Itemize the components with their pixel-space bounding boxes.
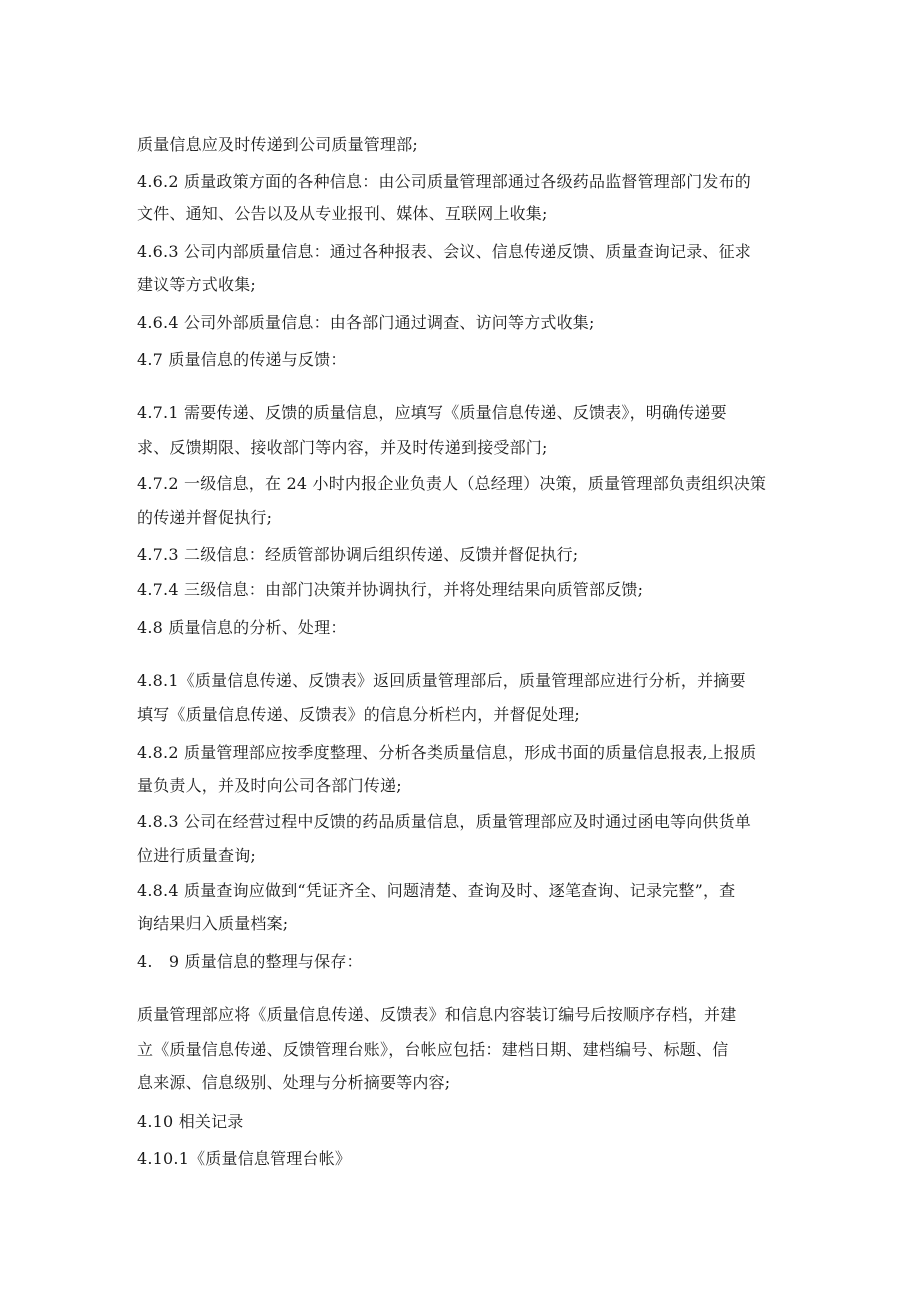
text-line: 4.7.1 需要传递、反馈的质量信息，应填写《质量信息传递、反馈表》，明确传递要 <box>137 403 727 422</box>
text-line: 4.8.3 公司在经营过程中反馈的药品质量信息，质量管理部应及时通过函电等向供货单 <box>137 812 751 831</box>
text-line: 位进行质量查询; <box>137 846 256 865</box>
text-line: 4.7.4 三级信息：由部门决策并协调执行，并将处理结果向质管部反馈; <box>137 580 644 599</box>
text-line: 量负责人，并及时向公司各部门传递; <box>137 776 402 795</box>
text-line: 求、反馈期限、接收部门等内容，并及时传递到接受部门; <box>137 438 548 457</box>
text-line: 4.8.2 质量管理部应按季度整理、分析各类质量信息，形成书面的质量信息报表,上报质 <box>137 743 757 762</box>
text-line: 息来源、信息级别、处理与分析摘要等内容; <box>137 1073 451 1092</box>
section-heading: 4.10 相关记录 <box>137 1112 244 1131</box>
text-line: 4.7.2 一级信息，在 24 小时内报企业负责人（总经理）决策，质量管理部负责组织决策 <box>137 474 767 493</box>
text-line: 填写《质量信息传递、反馈表》的信息分析栏内，并督促处理; <box>137 705 580 724</box>
text-line: 的传递并督促执行; <box>137 508 273 527</box>
section-heading: 4. 9 质量信息的整理与保存： <box>137 952 363 971</box>
text-line: 质量管理部应将《质量信息传递、反馈表》和信息内容装订编号后按顺序存档，并建 <box>137 1005 737 1024</box>
section-heading: 4.8 质量信息的分析、处理： <box>137 618 347 637</box>
text-line: 建议等方式收集; <box>137 275 256 294</box>
text-line: 4.6.2 质量政策方面的各种信息：由公司质量管理部通过各级药品监督管理部门发布的 <box>137 172 751 191</box>
text-line: 询结果归入质量档案; <box>137 914 289 933</box>
text-line: 4.6.4 公司外部质量信息：由各部门通过调查、访问等方式收集; <box>137 313 595 332</box>
text-line: 文件、通知、公告以及从专业报刊、媒体、互联网上收集; <box>137 204 548 223</box>
text-line: 4.8.1《质量信息传递、反馈表》返回质量管理部后，质量管理部应进行分析，并摘要 <box>137 671 746 690</box>
section-heading: 4.7 质量信息的传递与反馈： <box>137 350 347 369</box>
text-line: 立《质量信息传递、反馈管理台账》，台帐应包括：建档日期、建档编号、标题、信 <box>137 1040 729 1059</box>
text-line: 4.6.3 公司内部质量信息：通过各种报表、会议、信息传递反馈、质量查询记录、征求 <box>137 242 751 261</box>
text-line: 质量信息应及时传递到公司质量管理部; <box>137 135 418 154</box>
text-line: 4.7.3 二级信息：经质管部协调后组织传递、反馈并督促执行; <box>137 545 579 564</box>
text-line: 4.10.1《质量信息管理台帐》 <box>137 1149 352 1168</box>
text-line: 4.8.4 质量查询应做到“凭证齐全、问题清楚、查询及时、逐笔查询、记录完整”，查 <box>137 881 736 900</box>
